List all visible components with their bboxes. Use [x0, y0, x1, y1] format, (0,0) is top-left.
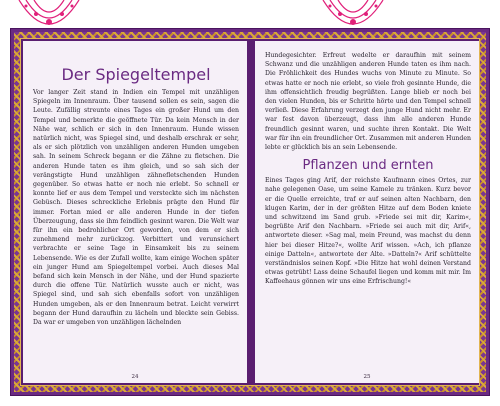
mandala-ornament-left-icon — [14, 0, 84, 40]
left-page — [23, 41, 247, 383]
left-page-body: Vor langer Zeit stand in Indien ein Tempel mit unzähligen Spiegeln im Innenraum. Über tausend sollen es sein, sagen die Leute. Zufällig streunte eines Tages ein großer Hund um den Tempel und bemerkte die geöffnete Tür. Da kein Mensch in der Nähe war, schlich er sich in den Innenraum. Hunde wissen natürlich nicht, was Spiegel sind, und deshalb erschrak er sehr, als er sich plötzlich von unzähligen anderen Hunden umgeben sah. In seinem Schreck begann er die Zähne zu fletschen. Die anderen Hunde taten es ihm gleich, und so sah sich der verängstigte Hund unzähligen zähnefletschenden Hunden gegenüber. So etwas hatte er noch nie erlebt. So schnell er konnte lief er aus dem Tempel und versteckte sich im nächsten Gebüsch. Dieses schreckliche Erlebnis prägte den Hund für immer. Fortan mied er alle anderen Hunde in der tiefen Überzeugung, dass sie ihm feindlich gesinnt waren. Die Welt war für ihn ein bedrohlicher Ort geworden, von dem er sich zunehmend mehr zurückzog. Verbittert und verunsichert verbrachte er seine Tage in Einsamkeit bis zu seinem Lebensende. Wie es der Zufall wollte, kam einige Wochen später ein junger Hund am Spiegeltempel vorbei. Auch dieses Mal befand sich kein Mensch in der Nähe, und der Hund spazierte durch die offene Tür. Natürlich wusste auch er nicht, was Spiegel sind, und sah sich ebenfalls sofort von unzähligen Hunden umgeben, als er den Innenraum betrat. Leicht verwirrt begann der Hund daraufhin zu lächeln und bleckte sein Gebiss. Da war er umgeben von unzähligen lächelnden — [33, 89, 239, 327]
right-page — [255, 41, 479, 383]
right-page-body-bottom: Eines Tages ging Arif, der reichste Kaufmann eines Ortes, zur nahe gelegenen Oase, um seine Kamele zu tränken. Kurz bevor er die Quelle erreichte, traf er auf seinen alten Nachbarn, den klugen Karim, der in der größten Hitze auf dem Boden kniete und schwitzend im Sand grub. »Friede sei mit dir, Karim«, begrüßte Arif den Nachbarn. »Friede sei auch mit dir, Arif«, antwortete dieser. »Sag mal, mein Freund, was machst du denn hier bei dieser Hitze?«, wollte Arif wissen. »Ach, ich pflanze einige Datteln«, antwortete der Alte. »Datteln?« Arif schüttelte verständnislos seinen Kopf. »Die Hitze hat wohl deinen Verstand etwas getrübt! Lass deine Schaufel liegen und komm mit mir. Im Kaffeehaus gönnen wir uns eine Erfrischung!« — [265, 177, 471, 286]
mandala-ornament-right-icon — [318, 0, 388, 40]
right-page-number: 25 — [363, 374, 371, 380]
right-page-title: Pflanzen und ernten — [302, 158, 434, 174]
gutter — [247, 41, 255, 383]
left-page-title: Der Spiegeltempel — [61, 65, 211, 84]
outer-frame — [10, 28, 490, 396]
left-page-number: 24 — [131, 374, 139, 380]
right-page-body-top: Hundegesichter. Erfreut wedelte er daraufhin mit seinem Schwanz und die unzähligen anderen Hunde taten es ihm nach. Die Fröhlichkeit des Hundes wuchs von Minute zu Minute. So etwas hatte er noch nie erlebt, so viele froh gesinnte Hunde, die ihm offensichtlich freudig begrüßten. Lange blieb er noch bei den vielen Hunden, bis er Schritte hörte und den Tempel schnell verließ. Diese Erfahrung verzegt den junge Hund nicht mehr. Er war fest davon überzeugt, dass ihm alle anderen Hunde freundlich gesinnt waren, und suchte ihren Kontakt. Die Welt war für ihn ein freundlicher Ort. Zusammen mit anderen Hunden lebte er glücklich bis an sein Lebensende. — [265, 52, 471, 152]
